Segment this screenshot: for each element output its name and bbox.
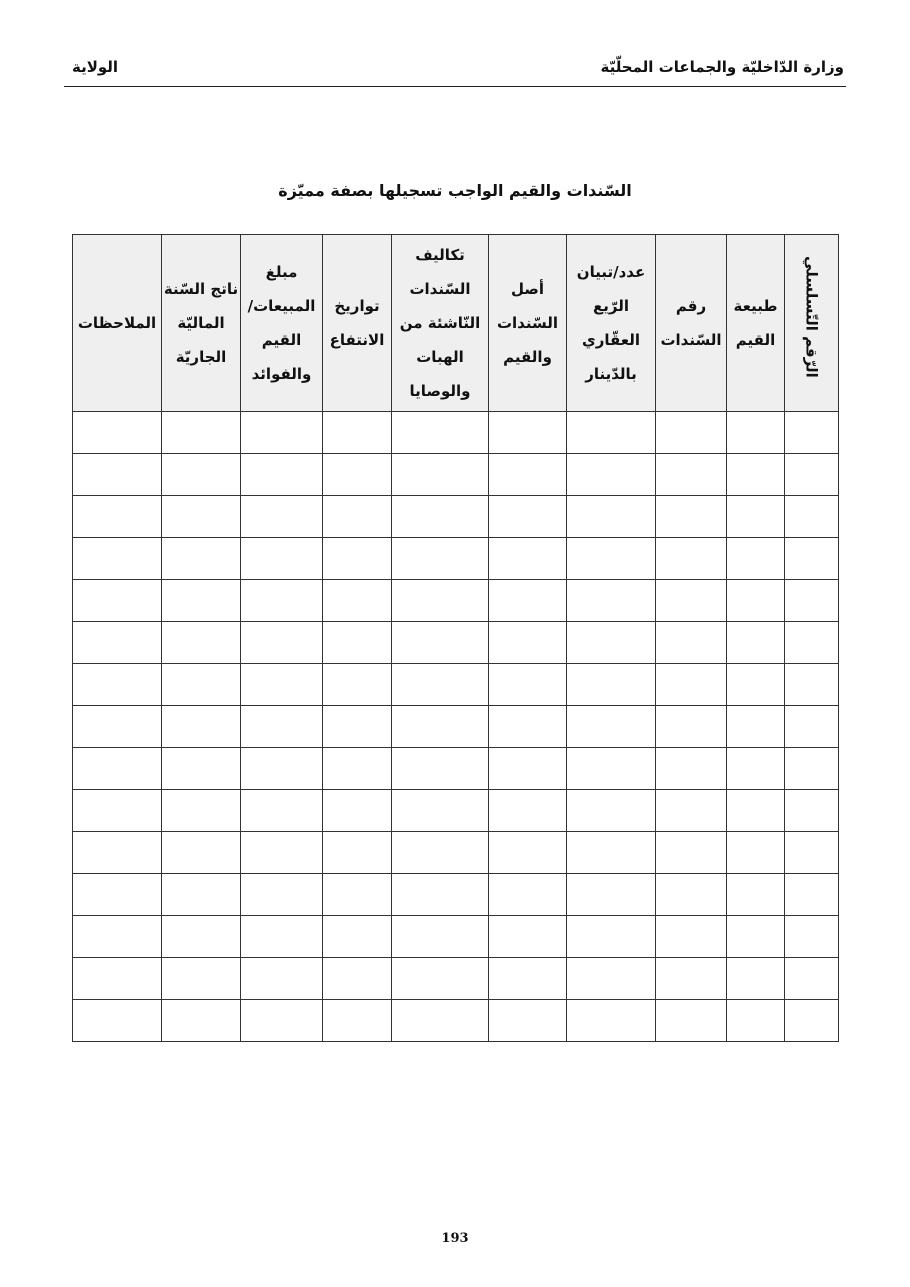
table-cell: [73, 496, 162, 538]
table-row: [73, 496, 839, 538]
table-cell: [73, 706, 162, 748]
table-cell: [241, 874, 323, 916]
table-cell: [656, 706, 727, 748]
table-cell: [392, 958, 489, 1000]
table-cell: [392, 874, 489, 916]
table-cell: [727, 706, 785, 748]
table-cell: [162, 664, 241, 706]
table-cell: [727, 538, 785, 580]
table-cell: [785, 496, 839, 538]
table-cell: [323, 916, 392, 958]
table-cell: [489, 748, 567, 790]
table-cell: [241, 580, 323, 622]
table-cell: [489, 412, 567, 454]
table-cell: [392, 916, 489, 958]
table-cell: [241, 622, 323, 664]
table-cell: [727, 874, 785, 916]
header-divider: [64, 86, 846, 87]
table-cell: [489, 538, 567, 580]
table-cell: [323, 664, 392, 706]
table-cell: [323, 496, 392, 538]
table-cell: [567, 580, 656, 622]
table-cell: [392, 538, 489, 580]
table-cell: [489, 622, 567, 664]
table-cell: [392, 832, 489, 874]
table-cell: [241, 412, 323, 454]
table-header-row: [73, 235, 839, 412]
table-cell: [241, 916, 323, 958]
table-cell: [785, 412, 839, 454]
table-cell: [241, 832, 323, 874]
table-cell: [567, 1000, 656, 1042]
table-cell: [241, 748, 323, 790]
col-header-costs: تكاليف السّندات النّاشئة من الهبات والوصايا: [392, 235, 489, 412]
table-row: [73, 832, 839, 874]
page-title: السّندات والقيم الواجب تسجيلها بصفة مميّزة: [278, 181, 632, 200]
table-cell: [489, 790, 567, 832]
table-cell: [162, 1000, 241, 1042]
table-cell: [785, 958, 839, 1000]
table-row: [73, 958, 839, 1000]
table-cell: [241, 790, 323, 832]
table-cell: [73, 1000, 162, 1042]
table-cell: [567, 832, 656, 874]
table-cell: [567, 874, 656, 916]
table-cell: [785, 580, 839, 622]
table-cell: [785, 832, 839, 874]
table-cell: [73, 790, 162, 832]
table-cell: [162, 790, 241, 832]
table-cell: [656, 790, 727, 832]
table-cell: [73, 580, 162, 622]
table-cell: [656, 748, 727, 790]
table-cell: [656, 874, 727, 916]
table-cell: [567, 622, 656, 664]
table-cell: [656, 412, 727, 454]
table-cell: [162, 916, 241, 958]
table-cell: [656, 580, 727, 622]
table-cell: [73, 958, 162, 1000]
table-cell: [392, 412, 489, 454]
table-cell: [73, 412, 162, 454]
table-cell: [785, 664, 839, 706]
table-cell: [73, 622, 162, 664]
table-cell: [785, 874, 839, 916]
table-cell: [489, 706, 567, 748]
table-cell: [727, 790, 785, 832]
table-cell: [785, 706, 839, 748]
table-cell: [73, 916, 162, 958]
table-row: [73, 580, 839, 622]
table-row: [73, 664, 839, 706]
table-cell: [162, 580, 241, 622]
table-cell: [323, 832, 392, 874]
table-cell: [785, 748, 839, 790]
table-cell: [323, 580, 392, 622]
table-cell: [162, 622, 241, 664]
table-cell: [323, 958, 392, 1000]
table-cell: [656, 454, 727, 496]
table-cell: [567, 412, 656, 454]
table-row: [73, 874, 839, 916]
table-cell: [73, 454, 162, 496]
table-cell: [241, 706, 323, 748]
table-cell: [323, 748, 392, 790]
table-cell: [323, 874, 392, 916]
table-row: [73, 748, 839, 790]
table-cell: [656, 496, 727, 538]
table-cell: [727, 664, 785, 706]
table-cell: [785, 790, 839, 832]
table-cell: [567, 664, 656, 706]
table-cell: [567, 496, 656, 538]
table-cell: [656, 916, 727, 958]
table-cell: [656, 832, 727, 874]
table-cell: [323, 790, 392, 832]
table-cell: [323, 454, 392, 496]
table-cell: [727, 832, 785, 874]
table-cell: [785, 454, 839, 496]
table-cell: [489, 874, 567, 916]
table-cell: [727, 454, 785, 496]
table-cell: [241, 538, 323, 580]
table-cell: [489, 1000, 567, 1042]
table-cell: [392, 580, 489, 622]
col-header-rent-amount: عدد/تبيان الرّيع العقّاري بالدّينار: [567, 235, 656, 412]
col-header-sales-amount: مبلغ المبيعات/ القيم والفوائد: [241, 235, 323, 412]
table-body: [73, 412, 839, 1042]
table-cell: [162, 832, 241, 874]
table-cell: [73, 874, 162, 916]
table-cell: [727, 1000, 785, 1042]
table-cell: [73, 748, 162, 790]
table-cell: [727, 748, 785, 790]
table-cell: [567, 454, 656, 496]
table-cell: [392, 1000, 489, 1042]
table-cell: [489, 832, 567, 874]
table-cell: [727, 496, 785, 538]
table-cell: [567, 538, 656, 580]
table-cell: [392, 664, 489, 706]
table-cell: [323, 1000, 392, 1042]
table-cell: [656, 622, 727, 664]
table-cell: [241, 1000, 323, 1042]
table-cell: [73, 538, 162, 580]
table-cell: [162, 958, 241, 1000]
table-cell: [241, 664, 323, 706]
table-cell: [489, 580, 567, 622]
table-cell: [73, 832, 162, 874]
table-cell: [162, 454, 241, 496]
table-cell: [392, 748, 489, 790]
table-cell: [323, 622, 392, 664]
col-header-value-type: طبيعة القيم: [727, 235, 785, 412]
col-header-serial: [785, 235, 839, 412]
table-cell: [785, 916, 839, 958]
table-cell: [567, 958, 656, 1000]
records-table: [72, 234, 839, 1042]
table-cell: [727, 412, 785, 454]
table-cell: [392, 496, 489, 538]
table-row: [73, 1000, 839, 1042]
table-cell: [567, 748, 656, 790]
table-cell: [785, 622, 839, 664]
table-row: [73, 790, 839, 832]
table-row: [73, 412, 839, 454]
table-row: [73, 538, 839, 580]
col-header-label: الرّقم التّسلسلي: [802, 256, 821, 378]
table-cell: [567, 916, 656, 958]
table-cell: [392, 622, 489, 664]
table-cell: [323, 412, 392, 454]
table-cell: [656, 538, 727, 580]
table-row: [73, 916, 839, 958]
table-cell: [162, 706, 241, 748]
table-cell: [73, 664, 162, 706]
table-cell: [567, 790, 656, 832]
col-header-document-number: رقم السّندات: [656, 235, 727, 412]
col-header-document-origin: أصل السّندات والقيم: [489, 235, 567, 412]
table-cell: [323, 538, 392, 580]
table-cell: [241, 496, 323, 538]
table-cell: [241, 454, 323, 496]
header-state: الولاية: [72, 58, 119, 76]
table-cell: [162, 412, 241, 454]
table-cell: [323, 706, 392, 748]
col-header-usage-dates: تواريخ الانتفاع: [323, 235, 392, 412]
table-cell: [392, 790, 489, 832]
table-cell: [727, 622, 785, 664]
table-cell: [727, 958, 785, 1000]
page-number: 193: [441, 1231, 469, 1246]
table-cell: [162, 538, 241, 580]
table-cell: [392, 454, 489, 496]
table-row: [73, 622, 839, 664]
table-cell: [489, 916, 567, 958]
col-header-notes: الملاحظات: [73, 235, 162, 412]
table-cell: [162, 496, 241, 538]
table-cell: [656, 664, 727, 706]
table-cell: [567, 706, 656, 748]
table-row: [73, 706, 839, 748]
table-cell: [489, 454, 567, 496]
table-cell: [162, 874, 241, 916]
table-cell: [241, 958, 323, 1000]
table-row: [73, 454, 839, 496]
col-header-fiscal-year-result: ناتج السّنة الماليّة الجاريّة: [162, 235, 241, 412]
table-cell: [162, 748, 241, 790]
table-cell: [727, 580, 785, 622]
table-cell: [489, 496, 567, 538]
table-cell: [785, 538, 839, 580]
table-cell: [489, 958, 567, 1000]
header-ministry: وزارة الدّاخليّة والجماعات المحلّيّة: [600, 58, 844, 76]
table-cell: [727, 916, 785, 958]
table-cell: [392, 706, 489, 748]
table-cell: [489, 664, 567, 706]
table-cell: [656, 1000, 727, 1042]
table-cell: [656, 958, 727, 1000]
table-cell: [785, 1000, 839, 1042]
